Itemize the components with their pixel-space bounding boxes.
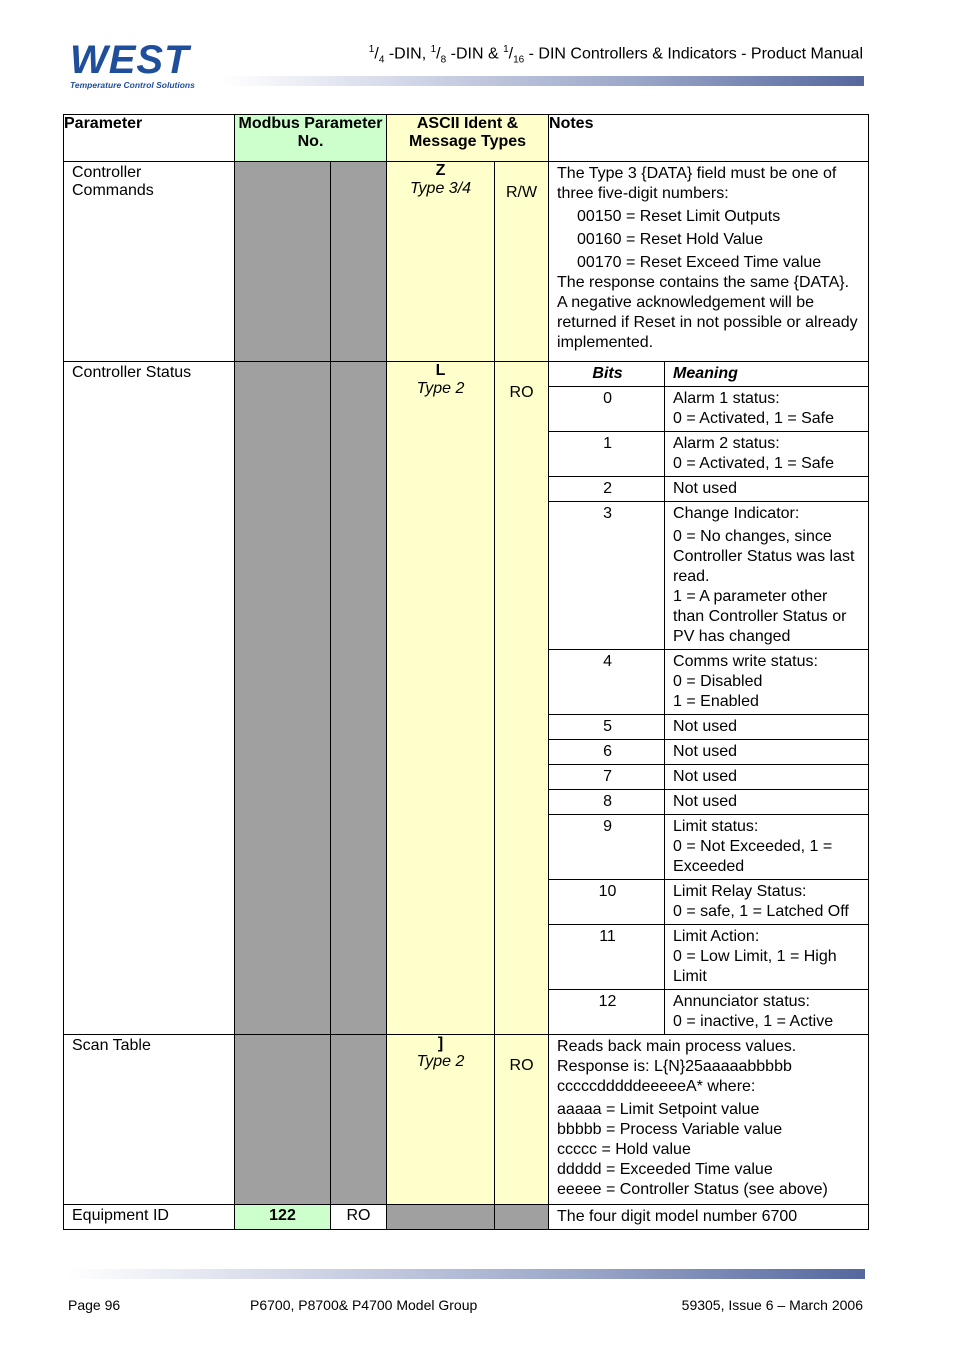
bit-meaning bbox=[665, 650, 869, 715]
logo-tagline: Temperature Control Solutions bbox=[70, 80, 195, 90]
ascii-ident: Z bbox=[435, 162, 446, 179]
ascii-ident: L bbox=[435, 362, 446, 379]
issue-info: 59305, Issue 6 – March 2006 bbox=[681, 1297, 863, 1313]
header-modbus: Modbus Parameter No. bbox=[235, 115, 387, 162]
message-type: Type 3/4 bbox=[409, 180, 472, 197]
meaning-line: Limit Action: bbox=[673, 928, 760, 945]
bit-meaning: Not used bbox=[665, 477, 869, 502]
bit-row bbox=[549, 740, 868, 765]
notes-cell: The four digit model number 6700 bbox=[549, 1205, 869, 1230]
bit-row bbox=[549, 477, 868, 502]
meaning-line: Alarm 1 status: bbox=[673, 390, 780, 407]
bit-number: 6 bbox=[549, 740, 665, 765]
bit-row bbox=[549, 880, 868, 925]
frac-den: 8 bbox=[440, 54, 447, 66]
meaning-line: 0 = safe, 1 = Latched Off bbox=[673, 903, 849, 920]
meaning-line: Annunciator status: bbox=[673, 993, 810, 1010]
bits-header-row bbox=[549, 362, 868, 387]
bit-meaning bbox=[665, 880, 869, 925]
bit-number: 7 bbox=[549, 765, 665, 790]
meaning-header: Meaning bbox=[665, 362, 869, 387]
bit-number: 2 bbox=[549, 477, 665, 502]
header-band bbox=[222, 76, 864, 86]
note-option: 00150 = Reset Limit Outputs bbox=[577, 208, 781, 225]
title-text: -DIN, bbox=[384, 45, 431, 63]
frac-num: 1 bbox=[503, 44, 509, 55]
note-text: aaaaa = Limit Setpoint value bbox=[557, 1101, 760, 1118]
bit-meaning bbox=[665, 432, 869, 477]
model-group: P6700, P8700& P4700 Model Group bbox=[250, 1297, 478, 1313]
bit-row bbox=[549, 990, 868, 1035]
page-number: Page 96 bbox=[68, 1297, 121, 1313]
bit-meaning bbox=[665, 387, 869, 432]
meaning-line: 0 = Activated, 1 = Safe bbox=[673, 410, 835, 427]
west-logo bbox=[70, 38, 225, 90]
bit-meaning: Not used bbox=[665, 740, 869, 765]
bit-number: 3 bbox=[549, 502, 665, 650]
note-text: The Type 3 {DATA} field must be one of three five-digit numbers: bbox=[557, 165, 837, 202]
bit-meaning bbox=[665, 502, 869, 650]
ascii-ident-unused bbox=[387, 1205, 495, 1230]
modbus-access: RO bbox=[331, 1205, 387, 1230]
parameter-table bbox=[63, 114, 869, 1230]
note-text: Reads back main process values. bbox=[557, 1038, 797, 1055]
note-option: 00160 = Reset Hold Value bbox=[577, 231, 764, 248]
bit-row bbox=[549, 925, 868, 990]
manual-title: $^1/_4$ -DIN, $^1/_8$ -DIN & $^1/_{16}$ - DIN Controllers & Indicators - Product Manual bbox=[368, 44, 863, 66]
bit-row bbox=[549, 387, 868, 432]
table-row bbox=[64, 1205, 869, 1230]
meaning-line: 0 = Activated, 1 = Safe bbox=[673, 455, 835, 472]
modbus-access-unused bbox=[331, 362, 387, 1035]
frac-den: 16 bbox=[513, 54, 525, 66]
bit-number: 12 bbox=[549, 990, 665, 1035]
bit-row bbox=[549, 715, 868, 740]
bit-number: 4 bbox=[549, 650, 665, 715]
bits-table bbox=[549, 362, 868, 1034]
header-parameter: Parameter bbox=[64, 115, 235, 162]
bit-row bbox=[549, 765, 868, 790]
note-text: ddddd = Exceeded Time value bbox=[557, 1161, 773, 1178]
ascii-ident-cell bbox=[387, 162, 495, 362]
frac-den: 4 bbox=[378, 54, 385, 66]
ascii-ident-cell bbox=[387, 1035, 495, 1205]
meaning-line: Change Indicator: bbox=[673, 505, 800, 522]
access-mode: RO bbox=[495, 1035, 549, 1205]
meaning-line: 0 = Not Exceeded, 1 = Exceeded bbox=[673, 838, 833, 875]
bit-row bbox=[549, 650, 868, 715]
access-mode: RO bbox=[495, 362, 549, 1035]
bit-number: 1 bbox=[549, 432, 665, 477]
bit-meaning bbox=[665, 815, 869, 880]
ascii-ident-cell bbox=[387, 362, 495, 1035]
parameter-name: Equipment ID bbox=[64, 1205, 235, 1230]
bits-cell bbox=[549, 362, 869, 1035]
modbus-access-unused bbox=[331, 1035, 387, 1205]
table-header-row bbox=[64, 115, 869, 162]
meaning-line: 0 = inactive, 1 = Active bbox=[673, 1013, 834, 1030]
bit-meaning: Not used bbox=[665, 790, 869, 815]
bit-number: 9 bbox=[549, 815, 665, 880]
access-mode: R/W bbox=[495, 162, 549, 362]
note-text: ccccc = Hold value bbox=[557, 1141, 691, 1158]
bit-meaning: Not used bbox=[665, 715, 869, 740]
parameter-name: Scan Table bbox=[64, 1035, 235, 1205]
meaning-line: 0 = Low Limit, 1 = High Limit bbox=[673, 948, 837, 985]
parameter-name: Controller Commands bbox=[64, 162, 235, 362]
note-text: bbbbb = Process Variable value bbox=[557, 1121, 783, 1138]
bit-row bbox=[549, 815, 868, 880]
note-text: The response contains the same {DATA}. A negative acknowledgement will be returned if Reset in not possible or already implemented. bbox=[557, 274, 858, 351]
meaning-line: 1 = Enabled bbox=[673, 693, 759, 710]
table-row bbox=[64, 362, 869, 1035]
title-text: -DIN & bbox=[446, 45, 504, 63]
table-row bbox=[64, 162, 869, 362]
message-type: Type 2 bbox=[416, 380, 465, 397]
note-option: 00170 = Reset Exceed Time value bbox=[577, 254, 822, 271]
note-text: Response is: L{N}25aaaaabbbbb cccccdddddeeeeeA* where: bbox=[557, 1058, 792, 1095]
meaning-line: 0 = No changes, since Controller Status was last read. bbox=[673, 528, 855, 585]
meaning-line: Limit status: bbox=[673, 818, 759, 835]
modbus-no-unused bbox=[235, 162, 331, 362]
meaning-line: Alarm 2 status: bbox=[673, 435, 780, 452]
parameter-name: Controller Status bbox=[64, 362, 235, 1035]
bit-row bbox=[549, 432, 868, 477]
bit-number: 10 bbox=[549, 880, 665, 925]
meaning-line: Comms write status: bbox=[673, 653, 818, 670]
bit-number: 11 bbox=[549, 925, 665, 990]
note-text: eeeee = Controller Status (see above) bbox=[557, 1181, 828, 1198]
meaning-line: 1 = A parameter other than Controller Status or PV has changed bbox=[673, 588, 847, 645]
footer-band bbox=[67, 1269, 865, 1279]
bit-number: 0 bbox=[549, 387, 665, 432]
bit-meaning: Not used bbox=[665, 765, 869, 790]
table-row bbox=[64, 1035, 869, 1205]
frac-num: 1 bbox=[368, 44, 375, 55]
ascii-ident: ] bbox=[437, 1035, 444, 1052]
modbus-no-unused bbox=[235, 362, 331, 1035]
modbus-no-unused bbox=[235, 1035, 331, 1205]
meaning-line: Limit Relay Status: bbox=[673, 883, 807, 900]
header-ascii: ASCII Ident & Message Types bbox=[387, 115, 549, 162]
bit-row bbox=[549, 790, 868, 815]
meaning-line: 0 = Disabled bbox=[673, 673, 763, 690]
bit-meaning bbox=[665, 990, 869, 1035]
notes-cell bbox=[549, 1035, 869, 1205]
bit-meaning bbox=[665, 925, 869, 990]
bit-number: 8 bbox=[549, 790, 665, 815]
bits-header: Bits bbox=[549, 362, 665, 387]
bit-number: 5 bbox=[549, 715, 665, 740]
bit-row bbox=[549, 502, 868, 650]
header-notes: Notes bbox=[549, 115, 869, 162]
ascii-access-unused bbox=[495, 1205, 549, 1230]
modbus-access-unused bbox=[331, 162, 387, 362]
logo-wordmark: WEST bbox=[70, 38, 190, 82]
title-text: - DIN Controllers & Indicators - Product Manual bbox=[524, 45, 863, 63]
message-type: Type 2 bbox=[416, 1053, 465, 1070]
frac-num: 1 bbox=[430, 44, 437, 55]
modbus-no: 122 bbox=[235, 1205, 331, 1230]
notes-cell bbox=[549, 162, 869, 362]
